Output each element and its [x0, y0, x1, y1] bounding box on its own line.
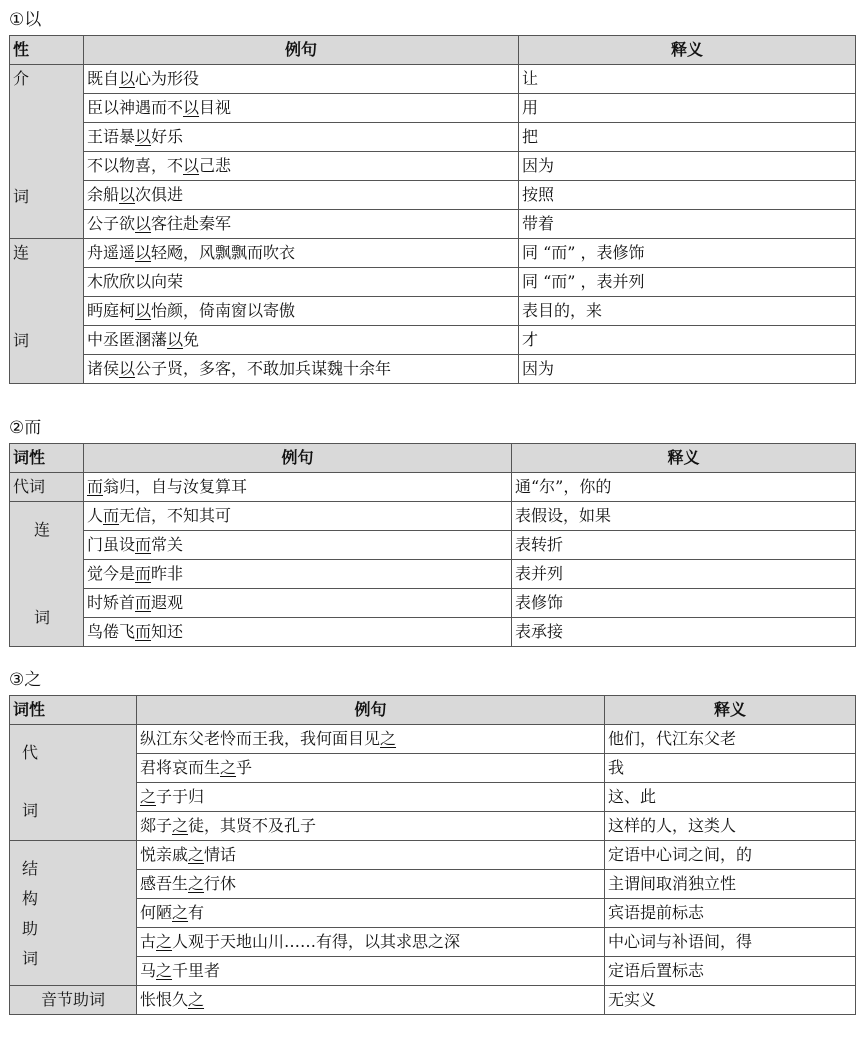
section-title-er: ②而 — [9, 418, 42, 438]
table-row — [10, 297, 856, 326]
meaning-cell: 表承接 — [512, 618, 856, 647]
meaning-cell: 把 — [519, 123, 856, 152]
header-example: 例句 — [84, 444, 512, 473]
example-cell: 君将哀而生之乎 — [137, 754, 605, 783]
pos-char: 结 — [22, 859, 39, 878]
example-cell: 何陋之有 — [137, 899, 605, 928]
meaning-cell: 同 “而” ，表修饰 — [519, 239, 856, 268]
table-row — [10, 589, 856, 618]
meaning-cell: 无实义 — [605, 986, 856, 1015]
example-cell: 不以物喜，不以己悲 — [84, 152, 519, 181]
example-cell: 怅恨久之 — [137, 986, 605, 1015]
example-cell: 人而无信，不知其可 — [84, 502, 512, 531]
table-row — [10, 181, 856, 210]
table-zhi — [9, 695, 856, 1015]
example-cell: 悦亲戚之情话 — [137, 841, 605, 870]
table-row — [10, 94, 856, 123]
header-example: 例句 — [84, 36, 519, 65]
table-row — [10, 502, 856, 531]
example-cell: 眄庭柯以怡颜，倚南窗以寄傲 — [84, 297, 519, 326]
meaning-cell: 表转折 — [512, 531, 856, 560]
header-pos: 词性 — [10, 696, 137, 725]
example-cell: 王语暴以好乐 — [84, 123, 519, 152]
table-row — [10, 65, 856, 94]
meaning-cell: 表目的，来 — [519, 297, 856, 326]
meaning-cell: 定语后置标志 — [605, 957, 856, 986]
meaning-cell: 因为 — [519, 152, 856, 181]
header-meaning: 释义 — [519, 36, 856, 65]
table-row — [10, 841, 856, 870]
pos-char: 代 — [22, 743, 39, 762]
pos-char: 词 — [13, 187, 30, 206]
example-cell: 纵江东父老怜而王我，我何面目见之 — [137, 725, 605, 754]
example-cell: 时矫首而遐观 — [84, 589, 512, 618]
pos-cell — [10, 65, 84, 239]
section-title-zhi: ③之 — [9, 670, 42, 690]
example-cell: 木欣欣以向荣 — [84, 268, 519, 297]
meaning-cell: 这样的人，这类人 — [605, 812, 856, 841]
header-meaning: 释义 — [605, 696, 856, 725]
example-cell: 古之人观于天地山川……有得，以其求思之深 — [137, 928, 605, 957]
meaning-cell: 他们，代江东父老 — [605, 725, 856, 754]
table-yi — [9, 35, 856, 384]
pos-cell — [10, 725, 137, 841]
pos-cell — [10, 239, 84, 384]
header-example: 例句 — [137, 696, 605, 725]
meaning-cell: 带着 — [519, 210, 856, 239]
pos-cell: 音节助词 — [10, 986, 137, 1015]
header-pos: 词性 — [10, 444, 84, 473]
table-header-row — [10, 36, 856, 65]
example-cell: 余船以次俱进 — [84, 181, 519, 210]
table-row — [10, 123, 856, 152]
pos-char: 连 — [34, 520, 51, 539]
meaning-cell: 表假设，如果 — [512, 502, 856, 531]
example-cell: 诸侯以公子贤，多客，不敢加兵谋魏十余年 — [84, 355, 519, 384]
example-cell: 而翁归，自与汝复算耳 — [84, 473, 512, 502]
table-header-row — [10, 696, 856, 725]
example-cell: 臣以神遇而不以目视 — [84, 94, 519, 123]
table-row — [10, 531, 856, 560]
meaning-cell: 定语中心词之间，的 — [605, 841, 856, 870]
pos-char: 助 — [22, 919, 39, 938]
table-row — [10, 560, 856, 589]
example-cell: 舟遥遥以轻飏，风飘飘而吹衣 — [84, 239, 519, 268]
example-cell: 感吾生之行休 — [137, 870, 605, 899]
pos-char: 介 — [13, 69, 30, 88]
meaning-cell: 让 — [519, 65, 856, 94]
meaning-cell: 中心词与补语间，得 — [605, 928, 856, 957]
meaning-cell: 按照 — [519, 181, 856, 210]
meaning-cell: 这、此 — [605, 783, 856, 812]
table-row — [10, 152, 856, 181]
table-header-row — [10, 444, 856, 473]
example-cell: 觉今是而昨非 — [84, 560, 512, 589]
table-er — [9, 443, 856, 647]
table-row — [10, 473, 856, 502]
example-cell: 既自以心为形役 — [84, 65, 519, 94]
meaning-cell: 表并列 — [512, 560, 856, 589]
table-row — [10, 618, 856, 647]
example-cell: 中丞匿溷藩以免 — [84, 326, 519, 355]
example-cell: 郯子之徒，其贤不及孔子 — [137, 812, 605, 841]
pos-char: 词 — [22, 949, 39, 968]
pos-cell — [10, 841, 137, 986]
example-cell: 之子于归 — [137, 783, 605, 812]
table-row — [10, 326, 856, 355]
pos-char: 连 — [13, 243, 30, 262]
pos-cell — [10, 502, 84, 647]
table-row — [10, 210, 856, 239]
example-cell: 门虽设而常关 — [84, 531, 512, 560]
meaning-cell: 通“尔”，你的 — [512, 473, 856, 502]
pos-char: 词 — [22, 801, 39, 820]
pos-char: 构 — [22, 889, 39, 908]
header-pos: 性 — [10, 36, 84, 65]
meaning-cell: 表修饰 — [512, 589, 856, 618]
example-cell: 马之千里者 — [137, 957, 605, 986]
meaning-cell: 用 — [519, 94, 856, 123]
meaning-cell: 因为 — [519, 355, 856, 384]
pos-cell: 代词 — [10, 473, 84, 502]
table-row — [10, 725, 856, 754]
table-row — [10, 986, 856, 1015]
meaning-cell: 宾语提前标志 — [605, 899, 856, 928]
table-row — [10, 268, 856, 297]
pos-char: 词 — [13, 331, 30, 350]
meaning-cell: 我 — [605, 754, 856, 783]
section-title-yi: ①以 — [9, 10, 42, 30]
example-cell: 鸟倦飞而知还 — [84, 618, 512, 647]
header-meaning: 释义 — [512, 444, 856, 473]
meaning-cell: 才 — [519, 326, 856, 355]
meaning-cell: 同 “而” ，表并列 — [519, 268, 856, 297]
meaning-cell: 主谓间取消独立性 — [605, 870, 856, 899]
pos-char: 词 — [34, 608, 51, 627]
table-row — [10, 355, 856, 384]
table-row — [10, 239, 856, 268]
example-cell: 公子欲以客往赴秦军 — [84, 210, 519, 239]
